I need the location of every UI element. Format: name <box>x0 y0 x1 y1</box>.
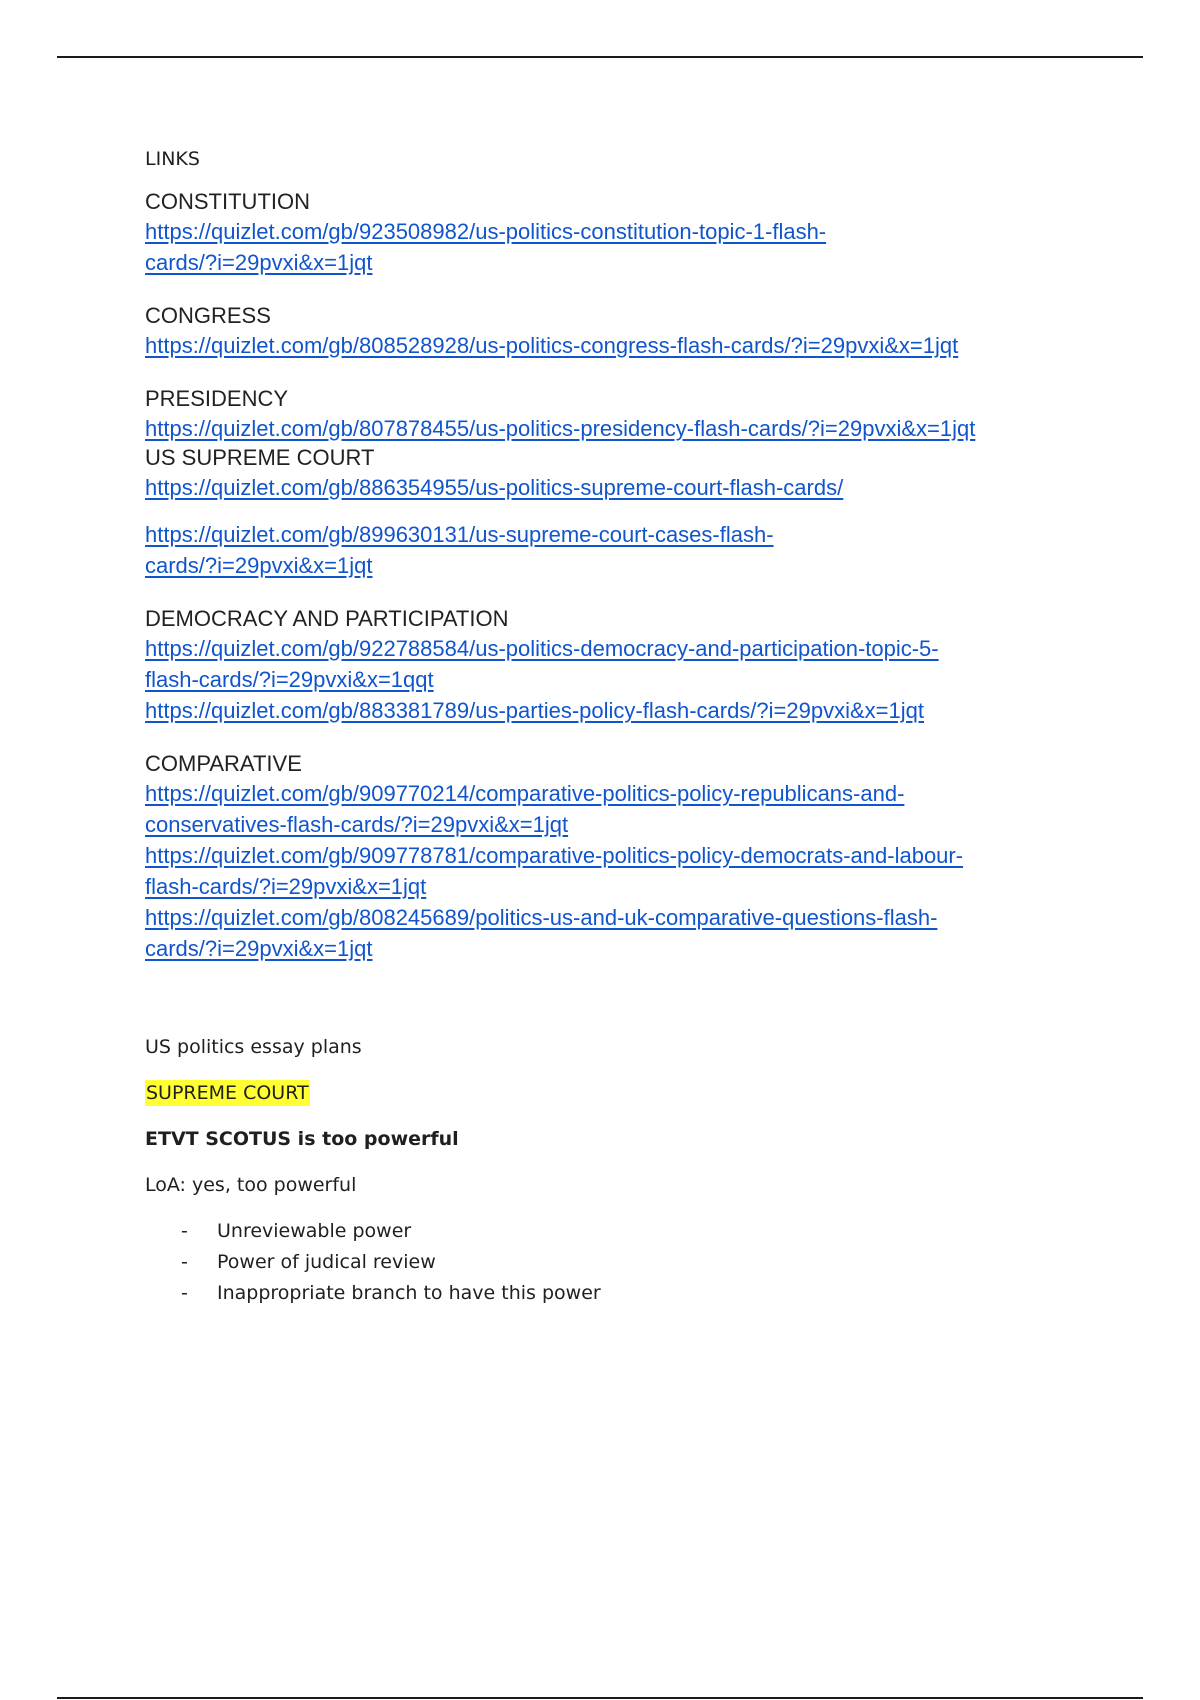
comparative-link-3-line-2: cards/?i=29pvxi&x=1jqt <box>145 936 373 961</box>
list-item <box>145 1247 1095 1278</box>
document-body <box>145 146 1095 1309</box>
democracy-link-2-line-1: https://quizlet.com/gb/883381789/us-parties-policy-flash-cards/?i=29pvxi&x=1jqt <box>145 698 924 723</box>
bullet-dash: - <box>181 1220 188 1242</box>
constitution-link-line-1: https://quizlet.com/gb/923508982/us-politics-constitution-topic-1-flash- <box>145 219 827 244</box>
list-item <box>145 1278 1095 1309</box>
constitution-link-line-2: cards/?i=29pvxi&x=1jqt <box>145 250 373 275</box>
congress-link-line-1: https://quizlet.com/gb/808528928/us-politics-congress-flash-cards/?i=29pvxi&x=1jqt <box>145 333 959 358</box>
presidency-link[interactable] <box>145 413 1095 444</box>
presidency-heading: PRESIDENCY <box>145 386 289 411</box>
links-label: LINKS <box>145 148 200 170</box>
congress-heading: CONGRESS <box>145 303 271 328</box>
presidency-link-line-1: https://quizlet.com/gb/807878455/us-politics-presidency-flash-cards/?i=29pvxi&x=1jqt <box>145 416 976 441</box>
essay-plans-title: US politics essay plans <box>145 1036 362 1058</box>
bottom-rule <box>57 1697 1143 1699</box>
comparative-link-3-line-1: https://quizlet.com/gb/808245689/politics-us-and-uk-comparative-questions-flash- <box>145 905 938 930</box>
comparative-link-2[interactable] <box>145 840 1095 902</box>
bullet-dash: - <box>181 1251 188 1273</box>
essay-point-3: Inappropriate branch to have this power <box>217 1282 601 1304</box>
comparative-heading: COMPARATIVE <box>145 751 302 776</box>
list-item <box>145 1216 1095 1247</box>
constitution-link[interactable] <box>145 216 1095 278</box>
comparative-link-2-line-2: flash-cards/?i=29pvxi&x=1jqt <box>145 874 427 899</box>
democracy-link-1-line-1: https://quizlet.com/gb/922788584/us-politics-democracy-and-participation-topic-5- <box>145 636 939 661</box>
congress-link[interactable] <box>145 330 1095 361</box>
comparative-link-1-line-1: https://quizlet.com/gb/909770214/comparative-politics-policy-republicans-and- <box>145 781 905 806</box>
supreme-court-link-1-line-1: https://quizlet.com/gb/886354955/us-politics-supreme-court-flash-cards/ <box>145 475 844 500</box>
democracy-link-1-line-2: flash-cards/?i=29pvxi&x=1qqt <box>145 667 434 692</box>
constitution-heading: CONSTITUTION <box>145 189 310 214</box>
democracy-heading: DEMOCRACY AND PARTICIPATION <box>145 606 509 631</box>
supreme-court-link-1[interactable] <box>145 472 1095 503</box>
essay-point-2: Power of judical review <box>217 1251 436 1273</box>
comparative-link-1[interactable] <box>145 778 1095 840</box>
comparative-link-1-line-2: conservatives-flash-cards/?i=29pvxi&x=1jqt <box>145 812 569 837</box>
supreme-court-link-2-line-1: https://quizlet.com/gb/899630131/us-supreme-court-cases-flash- <box>145 522 774 547</box>
democracy-link-2[interactable] <box>145 695 1095 726</box>
comparative-link-3[interactable] <box>145 902 1095 964</box>
comparative-link-2-line-1: https://quizlet.com/gb/909778781/comparative-politics-policy-democrats-and-labour- <box>145 843 964 868</box>
democracy-link-1[interactable] <box>145 633 1095 695</box>
supreme-court-heading: US SUPREME COURT <box>145 445 375 470</box>
bullet-dash: - <box>181 1282 188 1304</box>
essay-topic-highlight: SUPREME COURT <box>146 1082 309 1104</box>
essay-points-list <box>145 1216 1095 1309</box>
supreme-court-link-2-line-2: cards/?i=29pvxi&x=1jqt <box>145 553 373 578</box>
top-rule <box>57 56 1143 58</box>
essay-point-1: Unreviewable power <box>217 1220 412 1242</box>
supreme-court-link-2[interactable] <box>145 519 1095 581</box>
essay-question: ETVT SCOTUS is too powerful <box>145 1128 459 1150</box>
essay-topic <box>145 1080 1095 1106</box>
essay-loa: LoA: yes, too powerful <box>145 1174 357 1196</box>
